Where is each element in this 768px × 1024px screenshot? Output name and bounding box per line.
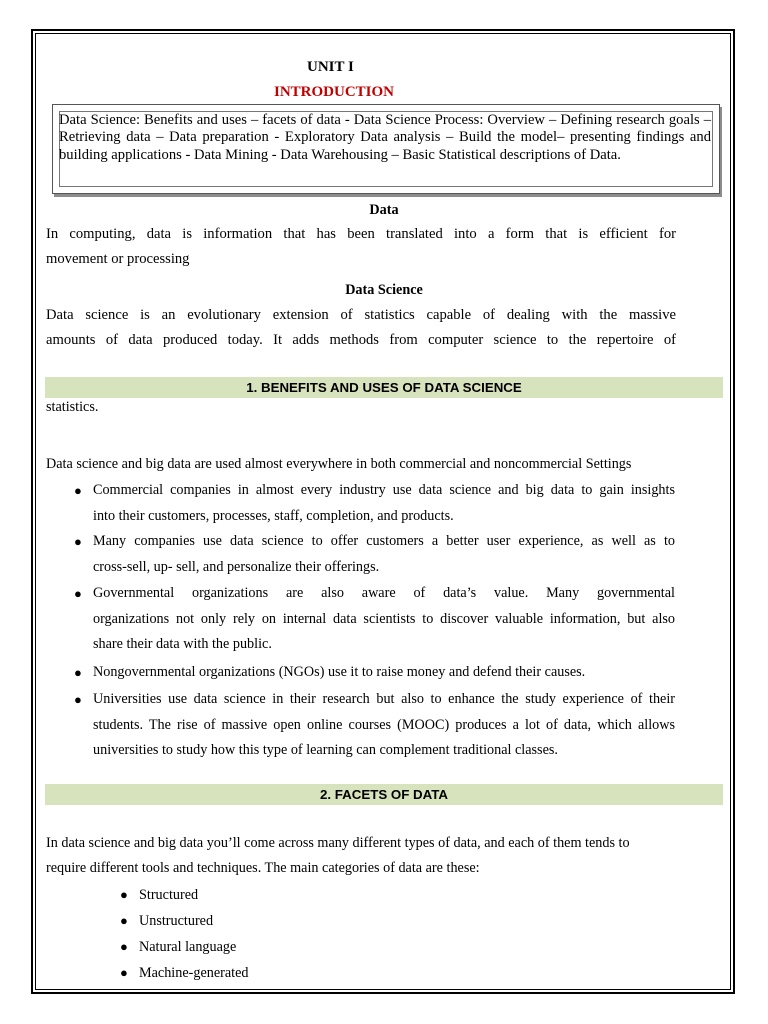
bullet-icon: ● bbox=[120, 939, 128, 954]
section-heading-benefits: 1. BENEFITS AND USES OF DATA SCIENCE bbox=[45, 377, 723, 398]
facets-intro-line-1: In data science and big data you’ll come across many different types of data, and each of them tends to bbox=[46, 835, 630, 851]
data-definition-line-1: In computing, data is information that has been translated into a form that is efficient for bbox=[46, 226, 676, 242]
data-science-heading: Data Science bbox=[345, 282, 423, 298]
data-definition-line-2: movement or processing bbox=[46, 251, 190, 267]
section-heading-facets: 2. FACETS OF DATA bbox=[45, 784, 723, 805]
benefit-item bbox=[74, 687, 675, 764]
bullet-icon: ● bbox=[74, 483, 82, 498]
category-label: Unstructured bbox=[139, 913, 214, 929]
bullet-icon: ● bbox=[74, 664, 82, 680]
benefit-line: cross-sell, up- sell, and personalize their offerings. bbox=[93, 558, 380, 575]
benefit-line: Universities use data science in their research but also to enhance the study experience of their bbox=[93, 691, 675, 707]
data-science-line-2: amounts of data produced today. It adds methods from computer science to the repertoire of bbox=[46, 332, 676, 348]
unit-title: UNIT I bbox=[307, 59, 354, 75]
category-label: Machine-generated bbox=[139, 965, 249, 981]
bullet-icon: ● bbox=[120, 913, 128, 928]
benefit-line: Commercial companies in almost every industry use data science and big data to gain insights bbox=[93, 482, 675, 498]
benefit-item bbox=[74, 478, 675, 529]
category-label: Natural language bbox=[139, 939, 237, 955]
benefit-line: Governmental organizations are also aware of data’s value. Many governmental bbox=[93, 585, 675, 601]
bullet-icon: ● bbox=[120, 887, 128, 902]
benefit-item bbox=[74, 660, 675, 686]
benefit-item bbox=[74, 581, 675, 658]
benefits-list bbox=[74, 478, 675, 764]
benefit-line: Many companies use data science to offer customers a better user experience, as well as to bbox=[93, 533, 675, 549]
benefit-line: universities to study how this type of learning can complement traditional classes. bbox=[93, 742, 558, 758]
bullet-icon: ● bbox=[74, 692, 82, 707]
benefit-line: into their customers, processes, staff, completion, and products. bbox=[93, 507, 454, 524]
facets-intro-line-2: require different tools and techniques. The main categories of data are these: bbox=[46, 860, 480, 876]
data-heading: Data bbox=[369, 202, 399, 218]
data-science-line-1: Data science is an evolutionary extension of statistics capable of dealing with the massive bbox=[46, 307, 676, 323]
category-item bbox=[120, 960, 439, 986]
data-categories-list bbox=[120, 882, 439, 986]
bullet-icon: ● bbox=[74, 534, 82, 549]
benefit-item bbox=[74, 529, 675, 580]
benefit-line: students. The rise of massive open online courses (MOOC) produces a lot of data, which allows bbox=[93, 716, 675, 733]
bullet-icon: ● bbox=[120, 965, 128, 980]
data-science-continuation: statistics. bbox=[46, 399, 99, 415]
category-item bbox=[120, 908, 439, 934]
benefit-line: share their data with the public. bbox=[93, 636, 272, 652]
chapter-title: INTRODUCTION bbox=[274, 84, 395, 100]
category-label: Structured bbox=[139, 887, 199, 903]
syllabus-text: Data Science: Benefits and uses – facets of data - Data Science Process: Overview – Defining research goals – Retrieving data – Data preparation - Exploratory Data analysis – Build the model– presenting findings and building applications - Data Mining - Data Warehousing – Basic Statistical descriptions of Data. bbox=[59, 112, 711, 163]
benefits-intro: Data science and big data are used almost everywhere in both commercial and noncommercial Settings bbox=[46, 456, 632, 472]
bullet-icon: ● bbox=[74, 586, 82, 601]
category-item bbox=[120, 934, 439, 960]
category-item bbox=[120, 882, 439, 908]
benefit-line: organizations not only rely on internal data scientists to discover valuable information, but also bbox=[93, 610, 675, 627]
benefit-line: Nongovernmental organizations (NGOs) use it to raise money and defend their causes. bbox=[93, 663, 586, 680]
